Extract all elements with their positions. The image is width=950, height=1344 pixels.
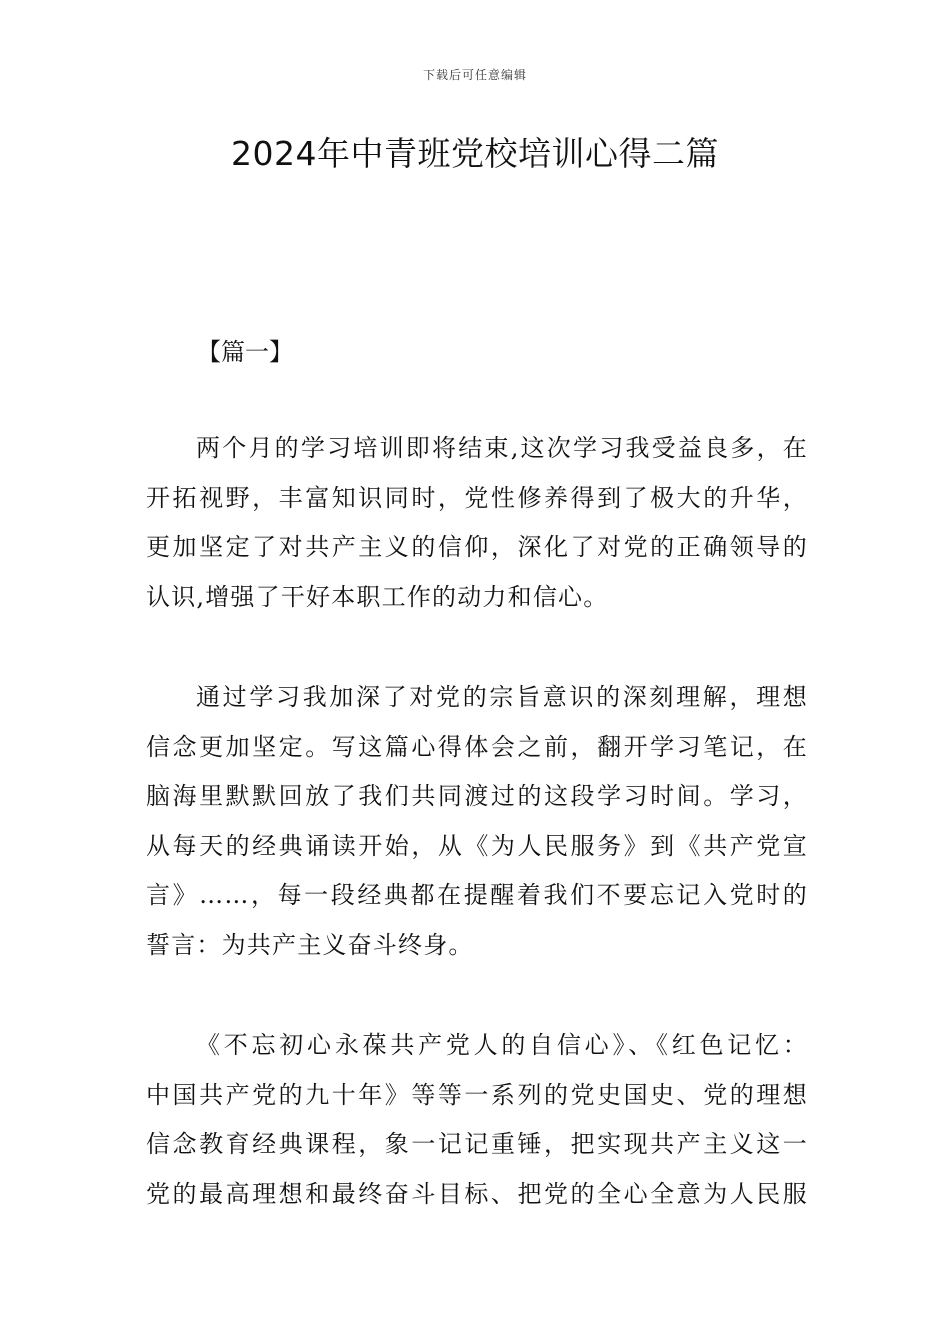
paragraph-line: 通过学习我加深了对党的宗旨意识的深刻理解，理想 (196, 683, 808, 711)
paragraph-line: 誓言：为共产主义奋斗终身。 (146, 930, 474, 959)
paragraph-line: 信念更加坚定。写这篇心得体会之前，翻开学习笔记，在 (146, 732, 808, 761)
download-note: 下载后可任意编辑 (422, 68, 527, 82)
paragraph-3 (146, 1021, 808, 1219)
paragraph-line: 两个月的学习培训即将结束,这次学习我受益良多，在 (196, 434, 808, 462)
paragraph-line: 脑海里默默回放了我们共同渡过的这段学习时间。学习， (146, 782, 808, 810)
paragraph-line: 《不忘初心永葆共产党人的自信心》、《红色记忆： (196, 1031, 808, 1059)
paragraph-line: 更加坚定了对共产主义的信仰，深化了对党的正确领导的 (146, 533, 808, 561)
paragraph-line: 信念教育经典课程，象一记记重锤，把实现共产主义这一 (146, 1130, 808, 1158)
document-title: 2024年中青班党校培训心得二篇 (231, 134, 719, 173)
paragraph-1 (146, 424, 808, 622)
section-label: 【篇一】 (197, 338, 293, 366)
paragraph-line: 从每天的经典诵读开始，从《为人民服务》到《共产党宣 (146, 831, 808, 860)
paragraph-line: 党的最高理想和最终奋斗目标、把党的全心全意为人民服 (146, 1179, 808, 1208)
paragraph-2 (146, 673, 808, 970)
paragraph-line: 认识,增强了干好本职工作的动力和信心。 (146, 582, 609, 611)
paragraph-line: 言》……，每一段经典都在提醒着我们不要忘记入党时的 (146, 881, 808, 909)
paragraph-line: 中国共产党的九十年》等等一系列的党史国史、党的理想 (146, 1080, 808, 1109)
paragraph-line: 开拓视野，丰富知识同时，党性修养得到了极大的升华， (146, 483, 808, 512)
